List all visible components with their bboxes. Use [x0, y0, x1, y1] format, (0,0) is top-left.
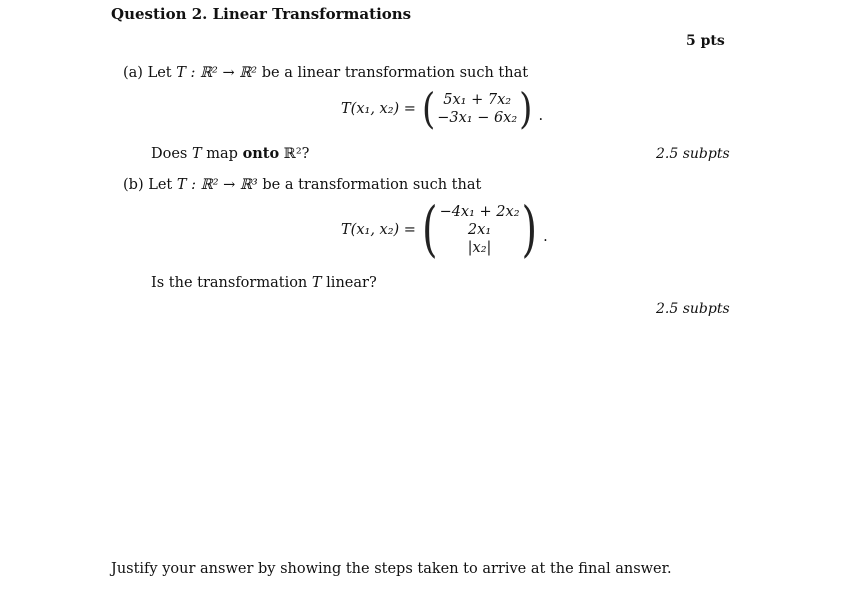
part-a-intro-prefix: Let	[147, 65, 172, 81]
part-b-vector	[421, 195, 538, 265]
left-paren: (	[421, 195, 438, 265]
part-a-period: .	[538, 108, 544, 124]
part-b-lhs: T(x₁, x₂) =	[341, 222, 416, 238]
part-b-question	[151, 275, 377, 291]
part-b-intro-prefix: Let	[148, 177, 173, 193]
question-title: Question 2. Linear Transformations	[111, 5, 412, 23]
part-b-row-2: 2x₁	[467, 222, 492, 238]
part-b-row-1: −4x₁ + 2x₂	[439, 204, 520, 220]
part-b-question-post: linear?	[326, 275, 377, 291]
part-b-period: .	[543, 229, 548, 245]
part-b-vector-entries	[438, 203, 522, 257]
left-paren: (	[421, 84, 436, 134]
part-b-subpoints: 2.5 subpts	[656, 301, 730, 317]
part-a-question-post: ℝ²?	[283, 146, 310, 162]
part-a-intro-suffix: be a linear transformation such that	[261, 65, 529, 81]
part-b-intro	[123, 177, 481, 193]
right-paren: )	[521, 195, 538, 265]
part-b-intro-suffix: be a transformation such that	[262, 177, 482, 193]
part-b-row-3: |x₂|	[467, 240, 492, 256]
part-a-question-pre: Does	[151, 146, 188, 162]
part-a-question	[151, 145, 309, 162]
part-b-map: T : ℝ² → ℝ³	[176, 177, 258, 193]
part-a-row-1: 5x₁ + 7x₂	[443, 92, 512, 108]
right-paren: )	[519, 84, 533, 134]
part-a-vector	[421, 84, 533, 134]
question-points: 5 pts	[686, 33, 725, 49]
part-a-question-onto: onto	[242, 145, 280, 162]
part-a-equation	[341, 84, 544, 134]
part-a-intro	[123, 65, 528, 81]
part-a-label: (a)	[123, 65, 143, 81]
part-a-lhs: T(x₁, x₂) =	[341, 101, 416, 117]
part-b-equation	[341, 195, 548, 265]
part-a-question-map: map	[206, 146, 238, 162]
part-a-vector-entries	[435, 91, 519, 127]
part-b-question-T: T	[311, 275, 322, 291]
justify-instruction: Justify your answer by showing the steps taken to arrive at the final answer.	[111, 561, 672, 577]
part-a-question-T: T	[192, 146, 202, 162]
part-a-subpoints: 2.5 subpts	[656, 146, 730, 162]
part-b-label: (b)	[123, 177, 144, 193]
part-a-row-2: −3x₁ − 6x₂	[437, 110, 518, 126]
part-b-question-pre: Is the transformation	[151, 275, 308, 291]
part-a-map: T : ℝ² → ℝ²	[176, 65, 258, 81]
